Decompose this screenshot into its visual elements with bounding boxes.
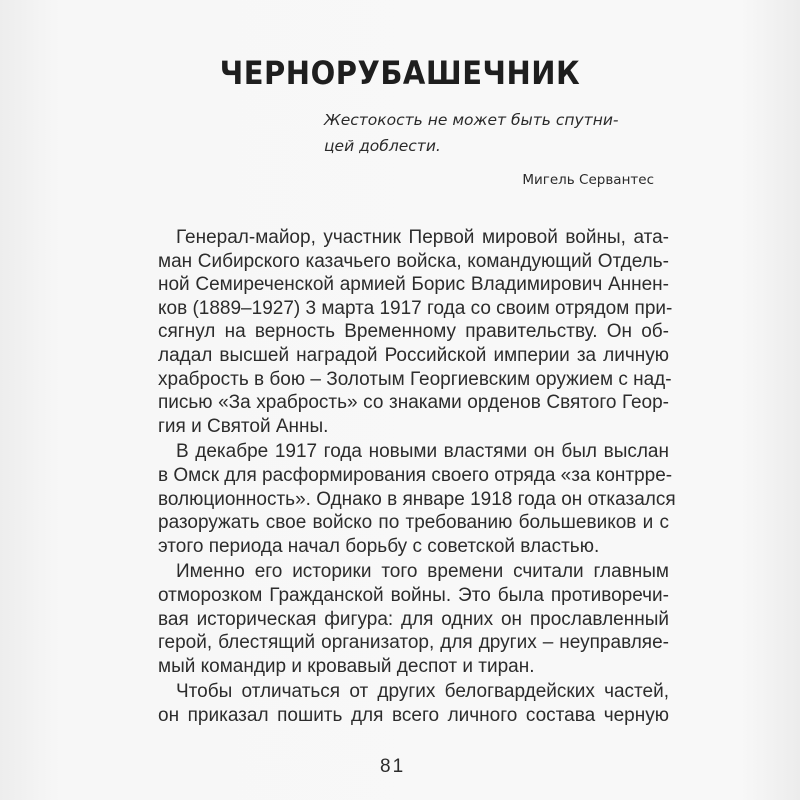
text-line: этого периода начал борьбу с советской властью.: [158, 535, 600, 557]
text-line: Именно его историки того времени считали главным: [176, 561, 669, 583]
paragraph-gap: [158, 727, 669, 729]
text-line: волюционность». Однако в январе 1918 года он отказался: [158, 488, 676, 510]
text-line: храбрость в бою – Золотым Георгиевским оружием с над-: [158, 368, 672, 390]
chapter-title: ЧЕРНОРУБАШЕЧНИК: [219, 54, 581, 92]
text-line: ной Семиреченской армией Борис Владимирович Аннен-: [158, 274, 669, 296]
text-line: гия и Святой Анны.: [158, 415, 329, 437]
text-line: в Омск для расформирования своего отряда «за контрре-: [158, 464, 673, 486]
paragraph: [158, 440, 676, 558]
paragraph: [158, 680, 669, 727]
body-text: [158, 226, 676, 729]
paragraph: [158, 560, 669, 678]
text-line: сягнул на верность Временному правительству. Он об-: [158, 321, 669, 343]
text-line: Генерал-майор, участник Первой мировой войны, ата-: [176, 227, 669, 248]
text-line: разоружать свое войско по требованию большевиков и с: [158, 512, 669, 534]
text-line: отморозком Гражданской войны. Это была противоречи-: [158, 584, 669, 606]
text-line: он приказал пошить для всего личного состава черную: [158, 704, 669, 726]
text-line: ман Сибирского казачьего войска, командующий Отдель-: [158, 250, 669, 272]
text-line: вая историческая фигура: для одних он прославленный: [158, 608, 669, 630]
epigraph-author: Мигель Сервантес: [522, 172, 654, 188]
text-line: Чтобы отличаться от других белогвардейских частей,: [176, 681, 669, 703]
text-line: ладал высшей наградой Российской империи за личную: [158, 344, 669, 366]
page-number: 81: [380, 756, 406, 777]
epigraph-line: цей доблести.: [324, 137, 441, 155]
epigraph-line: Жестокость не может быть спутни-: [324, 111, 619, 129]
text-line: писью «За храбрость» со знаками орденов Святого Геор-: [158, 392, 669, 414]
text-line: герой, блестящий организатор, для других – неуправляе-: [158, 632, 669, 654]
text-line: ков (1889–1927) 3 марта 1917 года со своим отрядом при-: [158, 297, 673, 319]
text-line: В декабре 1917 года новыми властями он был выслан: [176, 441, 669, 463]
text-line: мый командир и кровавый деспот и тиран.: [158, 655, 535, 677]
paragraph: [158, 226, 673, 438]
